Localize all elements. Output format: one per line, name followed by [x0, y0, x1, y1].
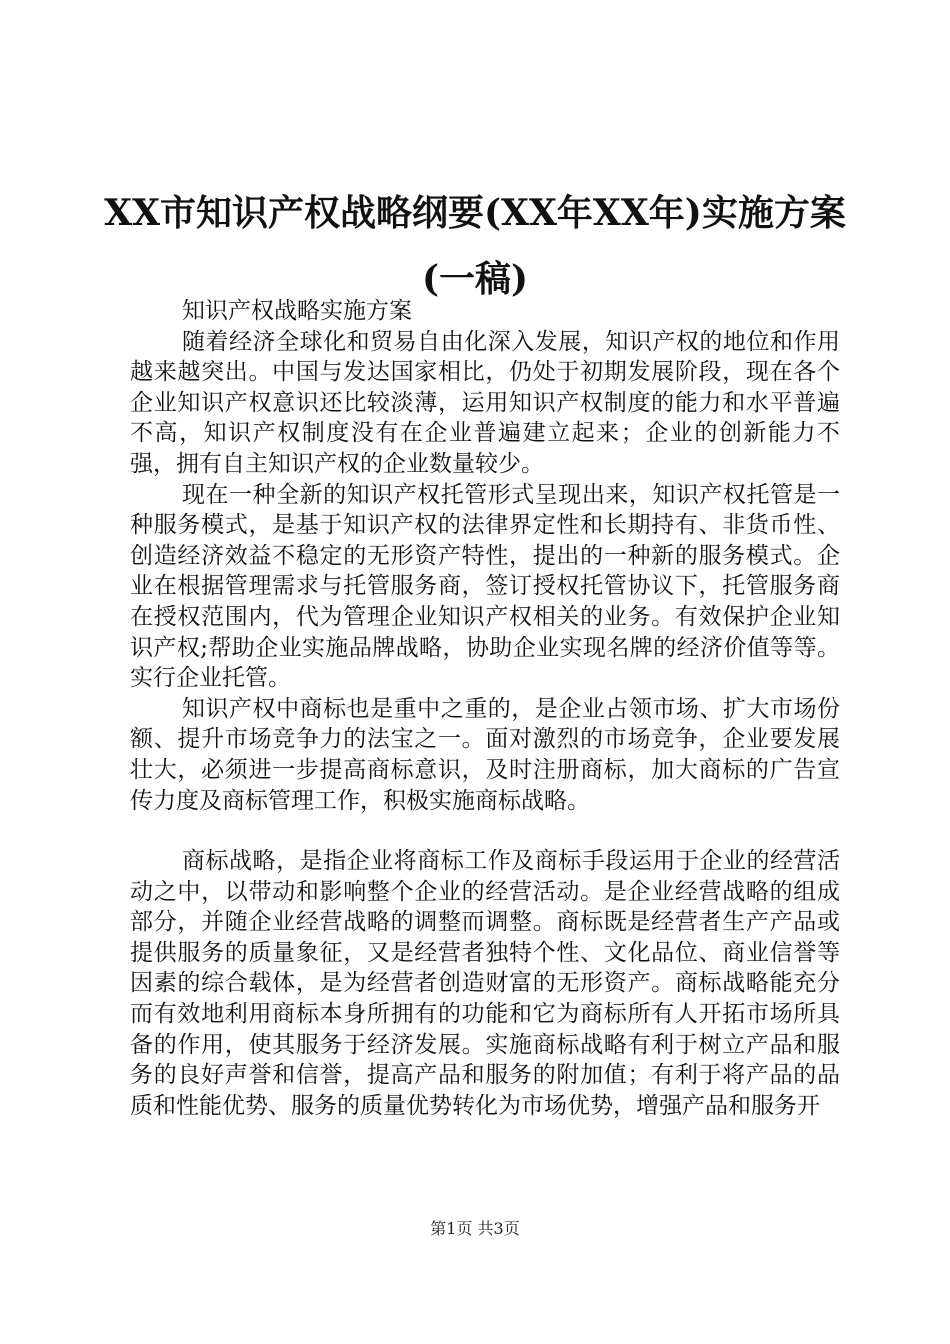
paragraph-4: 商标战略，是指企业将商标工作及商标手段运用于企业的经营活动之中，以带动和影响整个企业的经营活动。是企业经营战略的组成部分，并随企业经营战略的调整而调整。商标既是经营者生产产品或提供服务的质量象征，又是经营者独特个性、文化品位、商业信誉等因素的综合载体，是为经营者创造财富的无形资产。商标战略能充分而有效地利用商标本身所拥有的功能和它为商标所有人开拓市场所具备的作用，使其服务于经济发展。实施商标战略有利于树立产品和服务的良好声誉和信誉，提高产品和服务的附加值；有利于将产品的品质和性能优势、服务的质量优势转化为市场优势，增强产品和服务开	[130, 848, 840, 1119]
paragraph-1: 随着经济全球化和贸易自由化深入发展，知识产权的地位和作用越来越突出。中国与发达国家相比，仍处于初期发展阶段，现在各个企业知识产权意识还比较淡薄，运用知识产权制度的能力和水平普遍不高，知识产权制度没有在企业普遍建立起来；企业的创新能力不强，拥有自主知识产权的企业数量较少。	[130, 328, 840, 477]
paragraph-3: 知识产权中商标也是重中之重的，是企业占领市场、扩大市场份额、提升市场竞争力的法宝之一。面对激烈的市场竞争，企业要发展壮大，必须进一步提高商标意识，及时注册商标，加大商标的广告宣传力度及商标管理工作，积极实施商标战略。	[130, 695, 840, 814]
page-number-footer: 第1页 共3页	[430, 1219, 520, 1238]
document-body	[130, 296, 840, 1121]
title-line-1: XX市知识产权战略纲要(XX年XX年)实施方案	[104, 192, 846, 234]
document-title	[100, 180, 850, 312]
section-subheading: 知识产权战略实施方案	[182, 298, 412, 324]
paragraph-2: 现在一种全新的知识产权托管形式呈现出来，知识产权托管是一种服务模式，是基于知识产权的法律界定性和长期持有、非货币性、创造经济效益不稳定的无形资产特性，提出的一种新的服务模式。企业在根据管理需求与托管服务商，签订授权托管协议下，托管服务商在授权范围内，代为管理企业知识产权相关的业务。有效保护企业知识产权;帮助企业实施品牌战略，协助企业实现名牌的经济价值等等。实行企业托管。	[130, 481, 840, 692]
title-line-2: (一稿)	[421, 258, 529, 300]
